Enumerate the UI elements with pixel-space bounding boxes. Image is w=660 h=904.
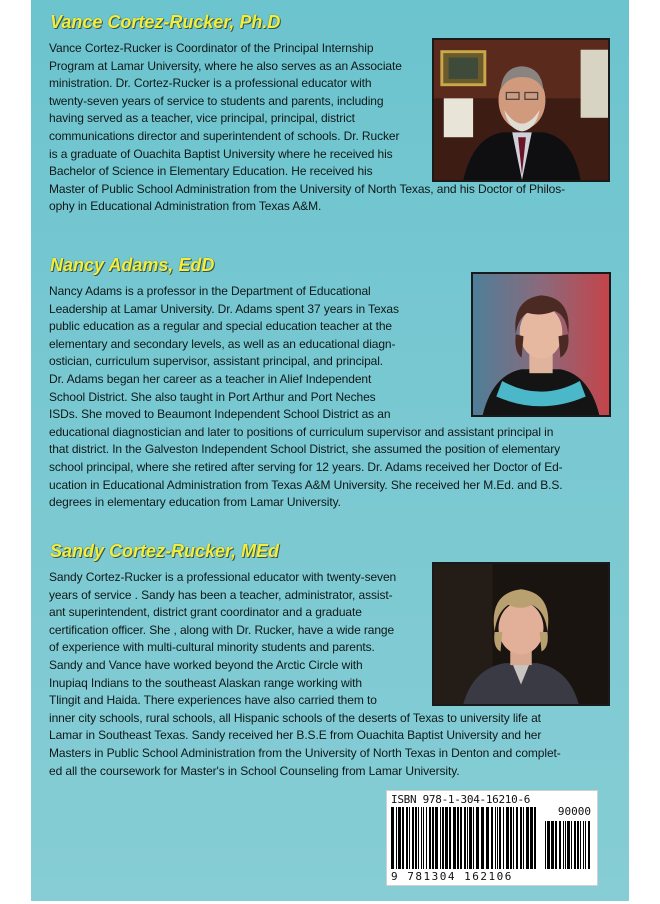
author-name: Vance Cortez-Rucker, Ph.D — [50, 12, 281, 32]
bio-line: Vance Cortez-Rucker is Coordinator of the Principal Internship — [49, 41, 374, 55]
bio-line: having served as a teacher, vice principal, principal, district — [49, 111, 355, 126]
barcode-bar — [391, 807, 394, 869]
barcode-bar — [503, 807, 504, 869]
barcode-bar — [460, 807, 462, 869]
bio-line: that district. In the Galveston Independent School District, she assumed the position of elementary — [49, 442, 561, 457]
barcode-bar — [530, 807, 533, 869]
barcode-bar — [547, 821, 550, 869]
barcode-bar — [453, 807, 456, 869]
barcode-bar — [402, 807, 404, 869]
bio-line: Dr. Adams began her career as a teacher in Alief Independent — [49, 371, 372, 386]
bio-line: School District. She also taught in Port Arthur and Port Neches — [49, 389, 376, 404]
bio-line: school principal, where she retired after serving for 12 years. Dr. Adams received her Doctor of Ed- — [49, 459, 563, 474]
bio-line: Program at Lamar University, where he also serves as an Associate — [49, 58, 402, 73]
bio-line: years of service . Sandy has been a teacher, administrator, assist- — [49, 587, 393, 602]
barcode-bar — [497, 807, 498, 869]
bio-line: Master of Public School Administration from the University of North Texas, and his Doctor of Philos- — [49, 181, 566, 196]
barcode-bar — [574, 821, 576, 869]
barcode-icon — [391, 807, 539, 869]
book-back-cover — [31, 0, 629, 901]
barcode-bar — [432, 807, 434, 869]
author-name: Nancy Adams, EdD — [50, 255, 215, 275]
barcode-bar — [577, 821, 579, 869]
bio-line: elementary and secondary levels, as well as an educational diagn- — [49, 336, 396, 351]
bio-line: ostician, curriculum supervisor, assistant principal, and principal. — [49, 354, 384, 369]
barcode-bar — [440, 807, 441, 869]
barcode-bar — [588, 821, 590, 869]
barcode-bar — [396, 807, 397, 869]
price-code: 90000 — [557, 805, 591, 818]
bio-line: certification officer. She , along with Dr. Rucker, have a wide range — [49, 622, 395, 637]
barcode-bar — [435, 807, 438, 869]
bio-line: public education as a regular and special education teacher at the — [49, 319, 392, 334]
barcode-bar — [486, 807, 489, 869]
barcode-bar — [442, 807, 444, 869]
barcode-digits: 9 781304 162106 — [391, 870, 513, 883]
barcode-bar — [415, 807, 417, 869]
bio-line: Sandy Cortez-Rucker is a professional educator with twenty-seven — [49, 570, 397, 584]
author-name: Sandy Cortez-Rucker, MEd — [50, 541, 280, 561]
barcode-bar — [523, 807, 524, 869]
barcode-bar — [499, 807, 501, 869]
barcode-bar — [469, 807, 472, 869]
bio-line: ophy in Educational Administration from Texas A&M. — [49, 199, 322, 214]
sandy-portrait-photo — [432, 562, 610, 706]
bio-line: twenty-seven years of service to students and parents, including — [49, 93, 384, 108]
barcode-bar — [571, 821, 572, 869]
barcode-bar — [580, 821, 581, 869]
barcode-bar — [449, 807, 451, 869]
bio-line: educational diagnostician and later to positions of curriculum supervisor and assistant principal in — [49, 424, 554, 439]
barcode-bar — [409, 807, 410, 869]
barcode-bar — [495, 807, 496, 869]
bio-line: Lamar in Southeast Texas. Sandy received her B.S.E from Ouachita Baptist University and her — [49, 728, 542, 743]
isbn-number: ISBN 978-1-304-16210-6 — [391, 793, 531, 806]
barcode-bar — [429, 807, 431, 869]
bio-line: communications director and superintendent of schools. Dr. Rucker — [49, 128, 400, 143]
barcode-bar — [534, 807, 536, 869]
bio-line: Bachelor of Science in Elementary Education. He received his — [49, 164, 373, 179]
bio-line: is a graduate of Ouachita Baptist University where he received his — [49, 146, 393, 161]
bio-line: Inupiaq Indians to the southeast Alaskan range working with — [49, 675, 362, 690]
barcode-bar — [565, 821, 566, 869]
price-barcode-icon — [545, 821, 591, 869]
barcode-bar — [585, 821, 586, 869]
barcode-bar — [473, 807, 474, 869]
barcode-bar — [555, 821, 557, 869]
bio-line: ISDs. She moved to Beaumont Independent School District as an — [49, 407, 391, 422]
barcode-bar — [412, 807, 414, 869]
nancy-portrait-photo — [471, 272, 611, 417]
barcode-bar — [406, 807, 408, 869]
barcode-bar — [398, 807, 401, 869]
barcode-bar — [545, 821, 546, 869]
barcode-bar — [467, 807, 468, 869]
barcode-bar — [516, 807, 518, 869]
barcode-bar — [506, 807, 509, 869]
barcode-bar — [445, 807, 448, 869]
bio-line: Leadership at Lamar University. Dr. Adams spent 37 years in Texas — [49, 301, 399, 316]
vance-portrait-photo — [432, 38, 610, 182]
isbn-barcode — [386, 790, 598, 886]
barcode-bar — [457, 807, 459, 869]
barcode-bar — [464, 807, 466, 869]
barcode-bar — [520, 807, 522, 869]
barcode-bar — [423, 807, 424, 869]
bio-line: ed all the coursework for Master's in School Counseling from Lamar University. — [49, 763, 460, 778]
barcode-bar — [563, 821, 564, 869]
barcode-bar — [426, 807, 427, 869]
barcode-bar — [559, 821, 561, 869]
barcode-bar — [510, 807, 512, 869]
barcode-bar — [567, 821, 570, 869]
barcode-bar — [551, 821, 554, 869]
barcode-bar — [421, 807, 422, 869]
bio-line: of experience with multi-cultural minority students and parents. — [49, 640, 375, 655]
bio-line: Sandy and Vance have worked beyond the Arctic Circle with — [49, 657, 363, 672]
bio-line: Masters in Public School Administration from the University of North Texas in Denton and complet- — [49, 745, 561, 760]
barcode-bar — [583, 821, 584, 869]
bio-line: Nancy Adams is a professor in the Department of Educational — [49, 284, 371, 298]
bio-line: ministration. Dr. Cortez-Rucker is a professional educator with — [49, 76, 372, 91]
bio-line: inner city schools, rural schools, all Hispanic schools of the deserts of Texas to university life at — [49, 710, 541, 725]
bio-line: ucation in Educational Administration from Texas A&M University. She received her M.Ed. and B.S. — [49, 477, 563, 492]
barcode-bar — [418, 807, 419, 869]
bio-line: ant superintendent, district grant coordinator and a graduate — [49, 605, 362, 620]
barcode-bar — [491, 807, 493, 869]
bio-line: degrees in elementary education from Lamar University. — [49, 495, 341, 510]
bio-line: Tlingit and Haida. There experiences have also carried them to — [49, 693, 377, 708]
barcode-bar — [476, 807, 479, 869]
barcode-bar — [526, 807, 529, 869]
barcode-bar — [481, 807, 484, 869]
barcode-bar — [513, 807, 514, 869]
